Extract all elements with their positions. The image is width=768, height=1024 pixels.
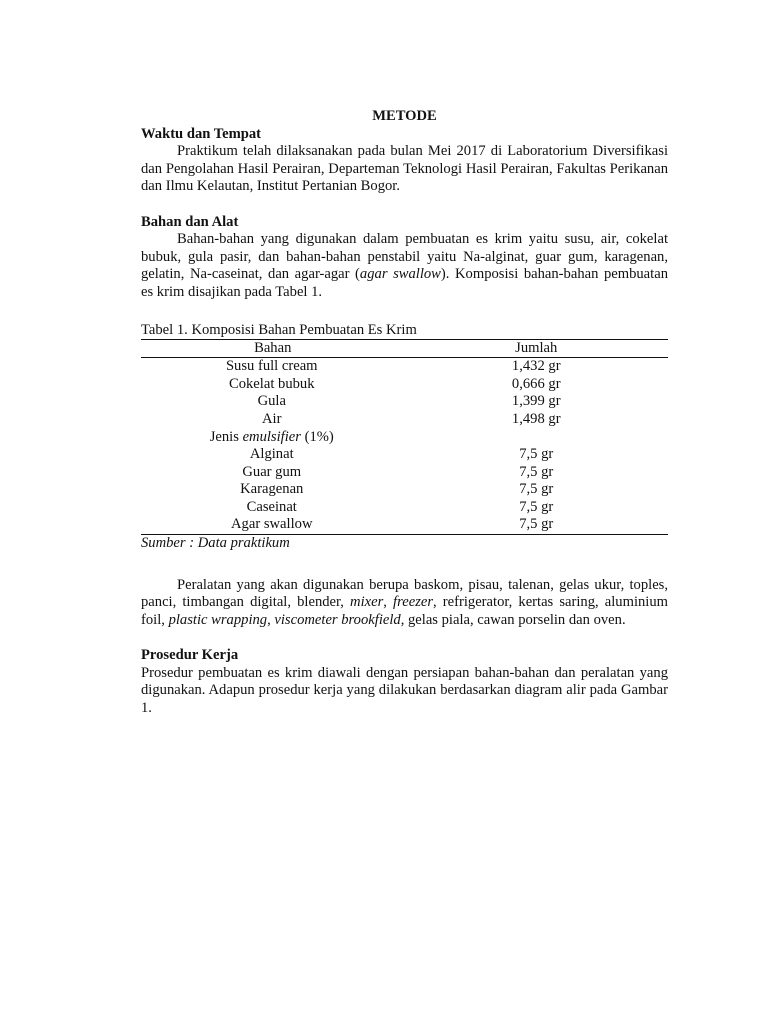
table-cell-jumlah: 7,5 gr — [405, 516, 669, 534]
table-cell-bahan: Guar gum — [242, 463, 302, 480]
table-cell-bahan: Caseinat — [246, 498, 297, 515]
paragraph-alat-italic-2: freezer — [393, 594, 434, 611]
table-cell-jumlah: 1,432 gr — [511, 358, 561, 375]
table-cell-jumlah — [405, 429, 669, 447]
table-row — [141, 516, 668, 534]
table-cell-bahan-suffix: (1%) — [300, 428, 334, 445]
table-row — [141, 464, 668, 482]
paragraph-bahan-text-b: ). Komposisi bahan-bahan pembuatan es krim disajikan pada Tabel 1. — [141, 266, 668, 300]
composition-table — [141, 339, 668, 535]
table-cell-jumlah: 1,399 gr — [511, 393, 561, 410]
paragraph-alat-italic-1: mixer — [350, 594, 384, 611]
section-heading-waktu: Waktu dan Tempat — [141, 125, 262, 142]
table-cell-bahan-prefix: Jenis — [209, 428, 243, 445]
table-row — [141, 499, 668, 517]
table-header-bahan: Bahan — [141, 340, 405, 358]
table-cell-bahan: Gula — [257, 393, 286, 410]
table-header-jumlah: Jumlah — [405, 340, 669, 358]
document-content — [141, 108, 668, 717]
table-cell-bahan: Karagenan — [240, 481, 304, 498]
table-cell-jumlah: 0,666 gr — [511, 375, 561, 392]
section-heading-prosedur: Prosedur Kerja — [141, 647, 239, 664]
table-row — [141, 376, 668, 394]
paragraph-bahan — [141, 231, 668, 301]
table-row — [141, 429, 668, 447]
table-cell-bahan-italic: emulsifier — [242, 428, 301, 445]
table-row — [141, 446, 668, 464]
paragraph-alat-italic-3: plastic wrapping — [168, 611, 268, 628]
table-row — [141, 411, 668, 429]
table-caption: Tabel 1. Komposisi Bahan Pembuatan Es Krim — [141, 321, 417, 338]
paragraph-alat-part-3: , refrigerator, kertas saring, aluminium foil, — [141, 594, 668, 628]
paragraph-alat-italic-4: viscometer brookfield — [274, 611, 401, 628]
table-header-row — [141, 340, 668, 358]
table-cell-bahan: Air — [262, 410, 282, 427]
table-cell-bahan: Cokelat bubuk — [228, 375, 315, 392]
table-cell-bahan — [141, 429, 405, 447]
paragraph-alat-part-2: , — [383, 594, 394, 611]
table-cell-jumlah: 7,5 gr — [519, 446, 554, 463]
paragraph-alat-part-1: Peralatan yang akan digunakan berupa baskom, pisau, talenan, gelas ukur, toples, panci, timbangan digital, blender, — [141, 576, 668, 611]
table-cell-bahan: Agar swallow — [141, 516, 405, 534]
paragraph-bahan-italic: agar swallow — [359, 266, 441, 283]
table-source: Sumber : Data praktikum — [141, 535, 290, 552]
table-cell-jumlah: 1,498 gr — [511, 410, 561, 427]
table-cell-jumlah: 7,5 gr — [519, 498, 554, 515]
paragraph-prosedur: Prosedur pembuatan es krim diawali dengan persiapan bahan-bahan dan peralatan yang digunakan. Adapun prosedur kerja yang dilakukan berdasarkan diagram alir pada Gambar 1. — [141, 664, 668, 716]
table-row — [141, 358, 668, 376]
table-row — [141, 393, 668, 411]
table-cell-jumlah: 7,5 gr — [519, 463, 554, 480]
paragraph-alat-part-4: , — [267, 611, 275, 628]
table-row — [141, 481, 668, 499]
page-title: METODE — [372, 108, 437, 124]
table-cell-bahan: Susu full cream — [225, 358, 318, 375]
paragraph-waktu: Praktikum telah dilaksanakan pada bulan Mei 2017 di Laboratorium Diversifikasi dan Pengolahan Hasil Perairan, Departeman Teknologi Hasil Perairan, Fakultas Perikanan dan Ilmu Kelautan, Institut Pertanian Bogor. — [141, 143, 668, 195]
table-cell-jumlah: 7,5 gr — [519, 481, 554, 498]
table-cell-bahan: Alginat — [249, 446, 294, 463]
section-heading-bahan: Bahan dan Alat — [141, 213, 239, 230]
paragraph-alat — [141, 577, 668, 630]
paragraph-bahan-text-a: Bahan-bahan yang digunakan dalam pembuatan es krim yaitu susu, air, cokelat bubuk, gula pasir, dan bahan-bahan penstabil yaitu Na-alginat, guar gum, karagenan, gelatin, Na-caseinat, dan agar-agar ( — [141, 231, 668, 283]
paragraph-alat-part-5: , gelas piala, cawan porselin dan oven. — [400, 611, 626, 628]
